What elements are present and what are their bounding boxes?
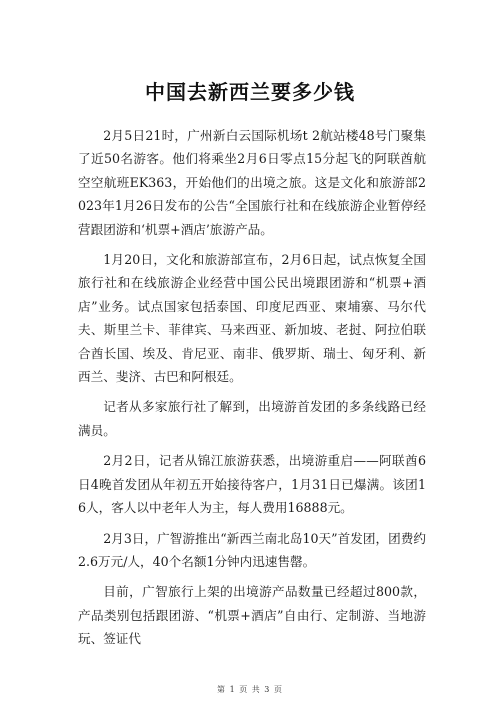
paragraph-3: 记者从多家旅行社了解到，出境游首发团的多条线路已经满员。 bbox=[78, 399, 426, 438]
paragraph-2: 1月20日，文化和旅游部宣布，2月6日起，试点恢复全国旅行社和在线旅游企业经营中国公民出境跟团游和“机票+酒店”业务。试点国家包括泰国、印度尼西亚、柬埔寨、马尔代夫、斯里兰卡、菲律宾、马来西亚、新加坡、老挝、阿拉伯联合酋长国、埃及、肯尼亚、南非、俄罗斯、瑞士、匈牙利、新西兰、斐济、古巴和阿根廷。 bbox=[78, 252, 426, 385]
paragraph-4: 2月2日，记者从锦江旅游获悉，出境游重启——阿联酋6日4晚首发团从年初五开始接待客户，1月31日已爆满。该团16人，客人以中老年人为主，每人费用16888元。 bbox=[78, 453, 426, 516]
document-body bbox=[78, 124, 426, 658]
page-number-footer: 第 1 页 共 3 页 bbox=[217, 685, 283, 694]
paragraph-6: 目前，广智旅行上架的出境游产品数量已经超过800款，产品类别包括跟团游、“机票+酒店”自由行、定制游、当地游玩、签证代 bbox=[78, 584, 426, 647]
paragraph-1: 2月5日21时，广州新白云国际机场t 2航站楼48号门聚集了近50名游客。他们将乘坐2月6日零点15分起飞的阿联酋航空空航班EK363，开始他们的出境之旅。这是文化和旅游部2023年1月26日发布的公告“全国旅行社和在线旅游企业暂停经营跟团游和‘机票+酒店’旅游产品。 bbox=[78, 128, 426, 237]
paragraph-5: 2月3日，广智游推出“新西兰南北岛10天”首发团，团费约2.6万元/人，40个名额1分钟内迅速售罄。 bbox=[78, 530, 426, 569]
document-title: 中国去新西兰要多少钱 bbox=[145, 80, 355, 104]
